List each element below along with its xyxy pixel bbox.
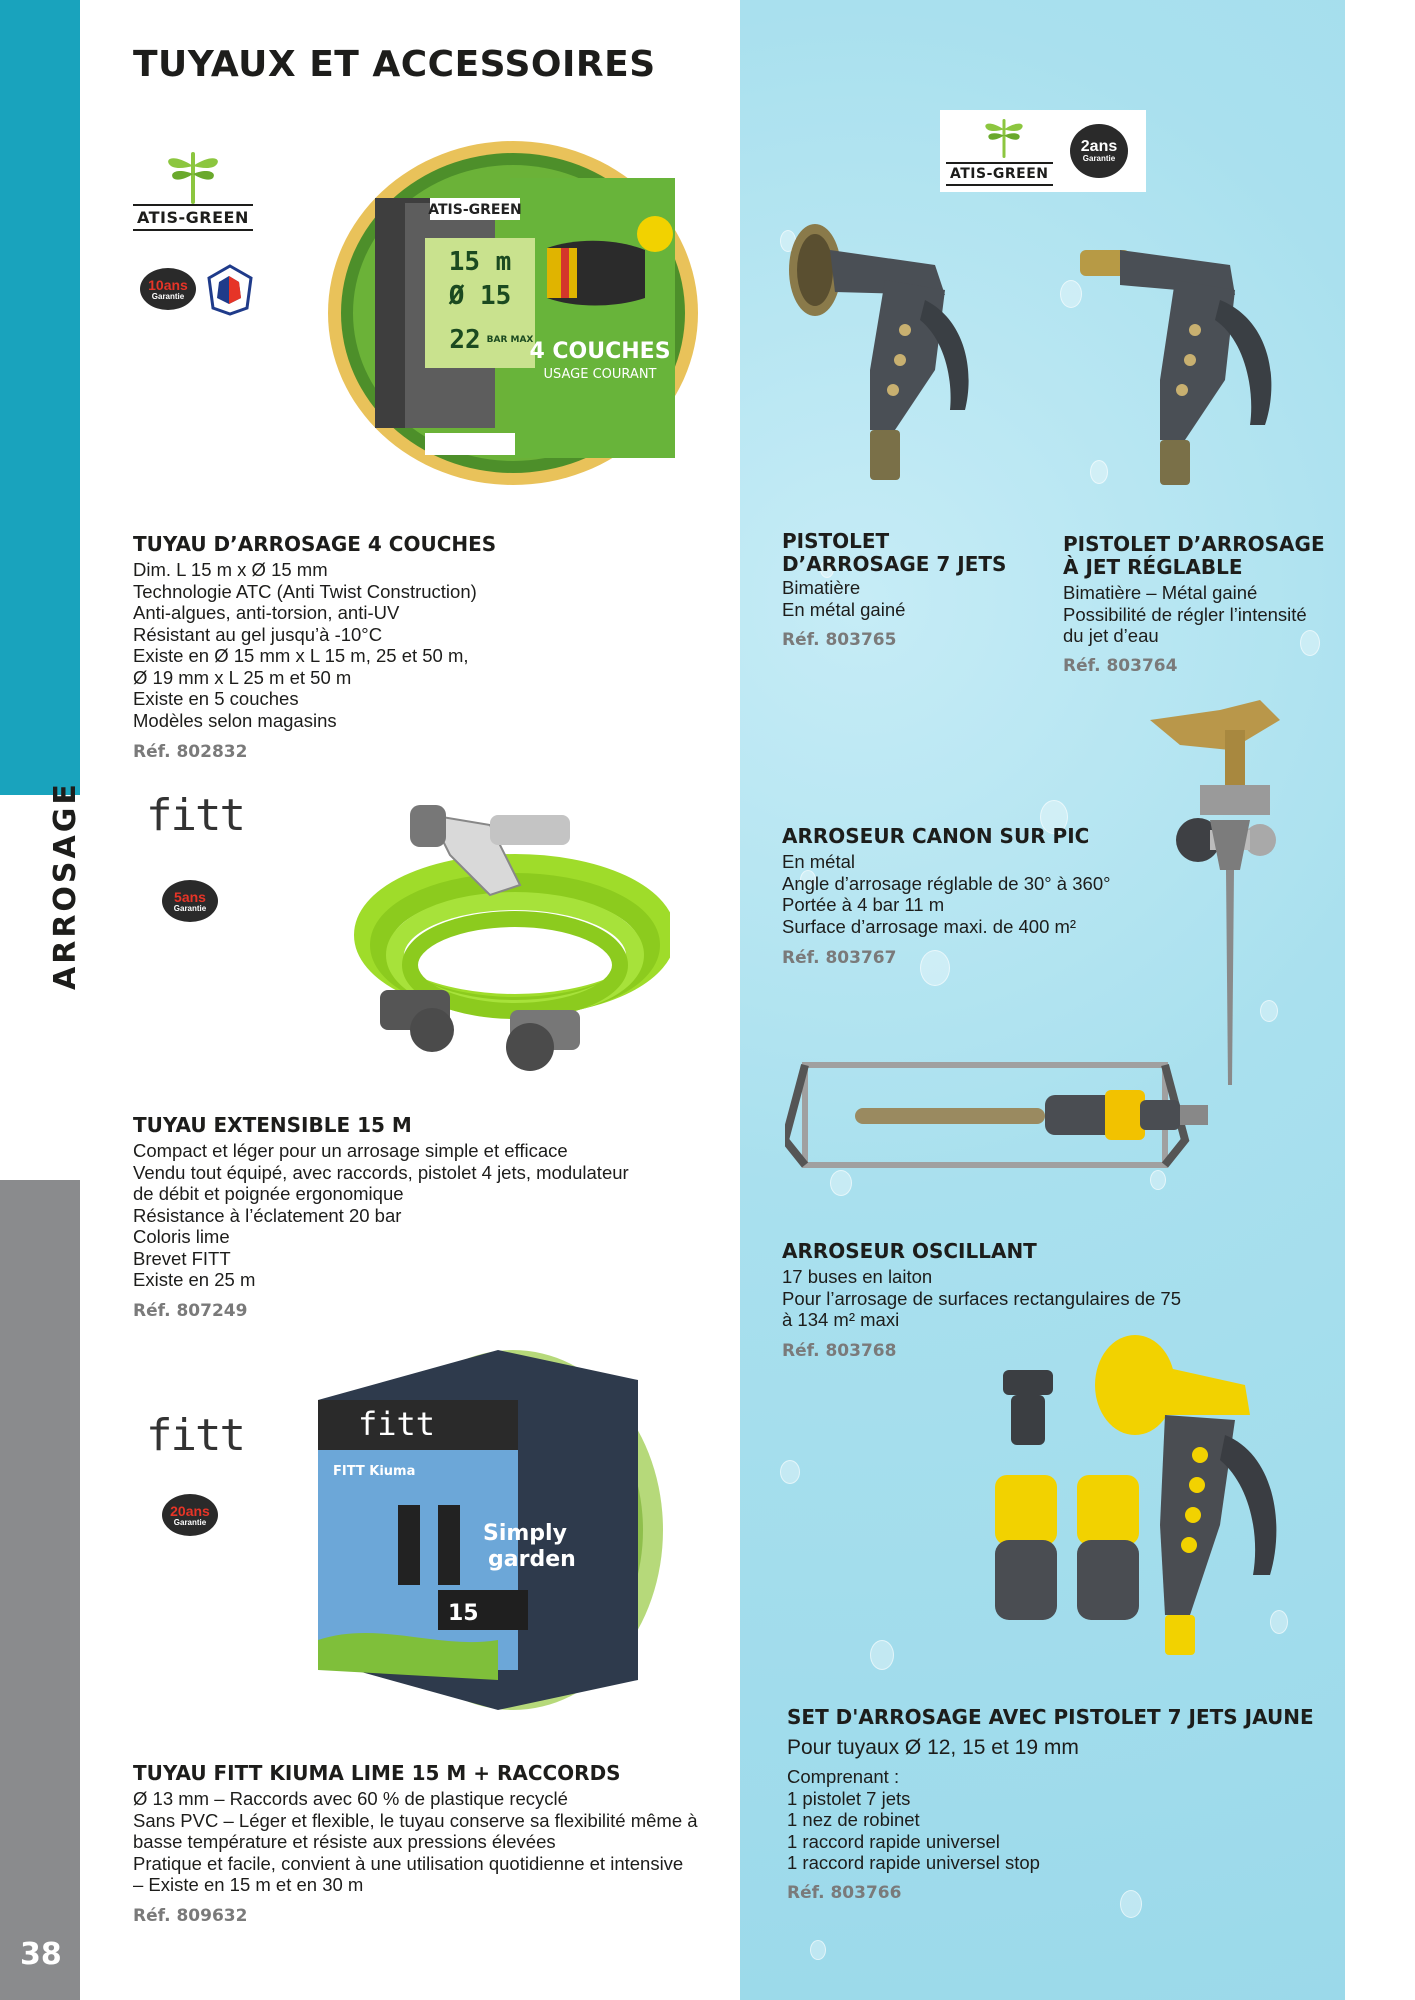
svg-text:BAR MAX: BAR MAX (486, 335, 534, 345)
yellow-watering-set-image (985, 1325, 1305, 1665)
section-label: ARROSAGE (48, 781, 83, 990)
side-strip-top (0, 0, 80, 795)
warranty-years: 2ans (1080, 137, 1118, 155)
svg-text:fitt: fitt (358, 1405, 436, 1443)
product-title: ARROSEUR OSCILLANT (782, 1239, 1037, 1263)
product-description (133, 559, 477, 731)
description-line: 1 nez de robinet (787, 1809, 920, 1830)
description-line: Technologie ATC (Anti Twist Construction) (133, 580, 477, 602)
product-ref: Réf. 807249 (133, 1301, 248, 1321)
warranty-badge (140, 268, 196, 310)
title-line: PISTOLET (782, 529, 890, 553)
description-line: Comprenant : (787, 1766, 900, 1787)
warranty-years: 5ans (174, 888, 206, 905)
svg-text:15: 15 (448, 1601, 479, 1626)
product-description (782, 851, 1111, 937)
description-line: Existe en 5 couches (133, 688, 299, 709)
description-line: 1 raccord rapide universel (787, 1830, 1000, 1852)
description-line: à 134 m² maxi (782, 1309, 900, 1330)
description-line: 17 buses en laiton (782, 1266, 933, 1287)
description-line: Angle d’arrosage réglable de 30° à 360° (782, 872, 1111, 894)
warranty-label: Garantie (173, 903, 207, 913)
description-line: Anti-algues, anti-torsion, anti-UV (133, 602, 400, 623)
brand-name: ATIS-GREEN (946, 162, 1053, 186)
description-line: Existe en Ø 15 mm x L 15 m, 25 et 50 m, (133, 645, 469, 666)
brand-name: ATIS-GREEN (133, 204, 253, 231)
water-drop (920, 950, 950, 986)
product-subtitle: Pour tuyaux Ø 12, 15 et 19 mm (787, 1736, 1079, 1759)
description-line: Résistance à l’éclatement 20 bar (133, 1204, 402, 1226)
warranty-label: Garantie (173, 1517, 207, 1527)
made-in-france-icon (205, 262, 255, 316)
svg-text:FITT Kiuma: FITT Kiuma (333, 1464, 416, 1479)
product-ref: Réf. 809632 (133, 1906, 248, 1926)
warranty-badge (1070, 124, 1128, 178)
water-drop (1120, 1890, 1142, 1918)
brand-fitt (146, 1410, 244, 1461)
description-line: du jet d’eau (1063, 625, 1159, 646)
description-line: 1 pistolet 7 jets (787, 1787, 911, 1809)
product-ref: Réf. 802832 (133, 742, 248, 762)
oscillating-sprinkler-image (785, 1050, 1235, 1185)
svg-text:garden: garden (488, 1547, 576, 1572)
product-description (782, 1266, 1181, 1331)
warranty-badge (162, 880, 218, 922)
water-drop (870, 1640, 894, 1670)
description-line: 1 raccord rapide universel stop (787, 1852, 1040, 1873)
product-ref: Réf. 803768 (782, 1341, 897, 1361)
description-line: Pratique et facile, convient à une utilisation quotidienne et intensive (133, 1852, 684, 1874)
product-description (1063, 582, 1307, 647)
fitt-logo: fitt (146, 1410, 244, 1461)
description-line: Ø 13 mm – Raccords avec 60 % de plastique recyclé (133, 1788, 568, 1809)
description-line: Dim. L 15 m x Ø 15 mm (133, 559, 328, 580)
product-description (133, 1140, 629, 1291)
svg-text:USAGE COURANT: USAGE COURANT (543, 367, 657, 382)
product-ref: Réf. 803767 (782, 948, 897, 968)
description-line: Brevet FITT (133, 1247, 231, 1269)
product-ref: Réf. 803766 (787, 1883, 902, 1903)
warranty-label: Garantie (151, 291, 185, 301)
description-line: Bimatière (782, 577, 861, 598)
water-drop (810, 1940, 826, 1960)
extensible-hose-image (340, 785, 670, 1075)
warranty-label: Garantie (1082, 153, 1116, 163)
title-line: D’ARROSAGE 7 JETS (782, 552, 1007, 576)
description-line: Bimatière – Métal gainé (1063, 582, 1258, 603)
product-title: SET D'ARROSAGE AVEC PISTOLET 7 JETS JAUNE (787, 1705, 1314, 1729)
page-title: TUYAUX ET ACCESSOIRES (133, 44, 656, 85)
warranty-years: 20ans (170, 1502, 210, 1519)
description-line: Pour l’arrosage de surfaces rectangulaires de 75 (782, 1287, 1182, 1309)
product-title: TUYAU D’ARROSAGE 4 COUCHES (133, 532, 497, 556)
brand-atis-green (133, 148, 253, 231)
warranty-badge (162, 1494, 218, 1536)
adjustable-spray-gun-image (1060, 230, 1310, 500)
fitt-logo: fitt (146, 790, 244, 841)
product-description (787, 1766, 1040, 1874)
description-line: Surface d’arrosage maxi. de 400 m² (782, 915, 1077, 937)
kiuma-hose-image (298, 1340, 668, 1720)
product-ref: Réf. 803764 (1063, 656, 1178, 676)
spray-gun-7-jets-image (775, 210, 995, 500)
description-line: Résistant au gel jusqu’à -10°C (133, 623, 383, 645)
title-line: PISTOLET D’ARROSAGE (1063, 532, 1325, 556)
description-line: Portée à 4 bar 11 m (782, 894, 945, 915)
svg-text:ATIS-GREEN: ATIS-GREEN (428, 202, 522, 218)
svg-text:22: 22 (449, 325, 481, 355)
dragonfly-icon (980, 116, 1028, 158)
description-line: – Existe en 15 m et en 30 m (133, 1874, 364, 1895)
warranty-years: 10ans (148, 276, 188, 293)
description-line: Coloris lime (133, 1226, 230, 1247)
description-line: Sans PVC – Léger et flexible, le tuyau conserve sa flexibilité même à (133, 1809, 698, 1831)
brand-fitt (146, 790, 244, 841)
svg-text:4 COUCHES: 4 COUCHES (529, 339, 671, 364)
description-line: Vendu tout équipé, avec raccords, pistolet 4 jets, modulateur (133, 1161, 629, 1183)
product-description (133, 1788, 698, 1896)
product-title (782, 530, 1006, 576)
side-strip-bottom (0, 1180, 80, 2000)
description-line: de débit et poignée ergonomique (133, 1183, 404, 1204)
description-line: Possibilité de régler l’intensité (1063, 603, 1307, 625)
svg-text:Ø 15: Ø 15 (448, 281, 512, 311)
svg-text:Simply: Simply (483, 1521, 567, 1546)
description-line: Modèles selon magasins (133, 709, 337, 731)
product-title (1063, 533, 1325, 579)
product-title: ARROSEUR CANON SUR PIC (782, 824, 1090, 848)
svg-text:15 m: 15 m (448, 247, 512, 277)
description-line: basse température et résiste aux pressions élevées (133, 1831, 556, 1852)
dragonfly-icon (163, 148, 223, 204)
description-line: Compact et léger pour un arrosage simple et efficace (133, 1140, 568, 1161)
description-line: En métal (782, 851, 856, 872)
product-description (782, 577, 905, 620)
brand-box-atis-green (940, 110, 1146, 192)
description-line: Ø 19 mm x L 25 m et 50 m (133, 666, 352, 688)
description-line: Existe en 25 m (133, 1269, 256, 1290)
page-number: 38 (20, 1937, 62, 1972)
hose-4-couches-image (325, 138, 700, 488)
description-line: En métal gainé (782, 598, 906, 620)
product-ref: Réf. 803765 (782, 630, 897, 650)
impulse-sprinkler-image (1140, 690, 1320, 1090)
water-drop (780, 1460, 800, 1484)
title-line: À JET RÉGLABLE (1063, 555, 1243, 579)
product-title: TUYAU FITT KIUMA LIME 15 M + RACCORDS (133, 1761, 621, 1785)
product-title: TUYAU EXTENSIBLE 15 M (133, 1113, 412, 1137)
